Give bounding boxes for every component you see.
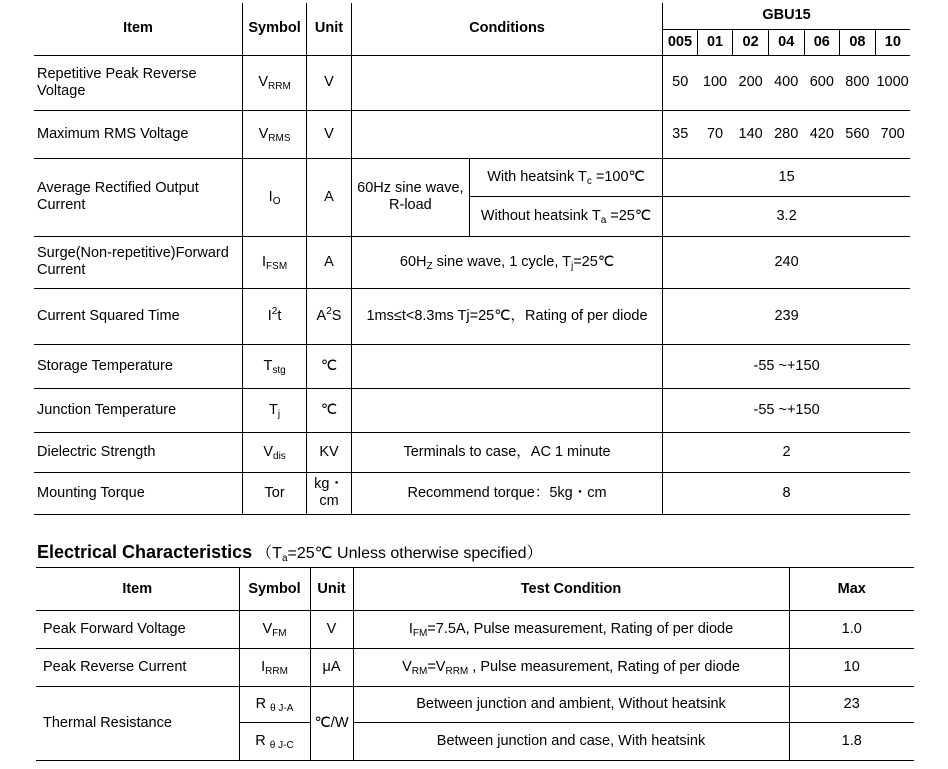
unit-cell: $A^2S$	[307, 288, 352, 344]
value-cell: 600	[804, 55, 840, 110]
condition-cell: $60H_Z$ sine wave, 1 cycle, $T_j=25℃$	[351, 236, 662, 288]
unit-cell: ℃	[307, 388, 352, 432]
value-cell: 800	[840, 55, 876, 110]
grade-header: 02	[733, 29, 769, 55]
row-tstg	[34, 344, 910, 388]
row-vrrm	[34, 55, 910, 110]
symbol-cell: $V_{RRM}$	[243, 55, 307, 110]
symbol-cell: $I_{RRM}$	[239, 649, 310, 687]
symbol-cell: R $_{\theta J-A}$	[239, 687, 310, 723]
condition-cell: Between junction and ambient, Without heatsink	[353, 687, 789, 723]
unit-cell: V	[310, 611, 353, 649]
value-cell: 15	[663, 158, 910, 196]
condition-cell: Between junction and case, With heatsink	[353, 723, 789, 761]
maximum-ratings-table	[34, 3, 910, 515]
unit-cell: kg・ cm	[307, 472, 352, 514]
max-cell: 23	[789, 687, 914, 723]
max-cell: 1.0	[789, 611, 914, 649]
condition-cell: Terminals to case，AC 1 minute	[351, 432, 662, 472]
condition-cell: With heatsink $T_c$ =100℃	[469, 158, 662, 196]
max-cell: 10	[789, 649, 914, 687]
max-cell: 1.8	[789, 723, 914, 761]
header-item: Item	[34, 3, 243, 55]
value-cell: 420	[804, 110, 840, 158]
electrical-characteristics-table	[36, 567, 914, 761]
unit-cell: KV	[307, 432, 352, 472]
row-tj	[34, 388, 910, 432]
value-cell: 8	[663, 472, 910, 514]
condition-cell	[351, 344, 662, 388]
condition-cell: Recommend torque：5kg・cm	[351, 472, 662, 514]
grade-header: 10	[875, 29, 910, 55]
unit-cell: V	[307, 110, 352, 158]
value-cell: 200	[733, 55, 769, 110]
value-cell: -55 ~+150	[663, 388, 910, 432]
item-label: Mounting Torque	[34, 472, 243, 514]
item-label: Peak Reverse Current	[36, 649, 239, 687]
condition-cell	[351, 55, 662, 110]
header-item: Item	[36, 568, 239, 611]
symbol-cell: $V_{FM}$	[239, 611, 310, 649]
header-unit: Unit	[307, 3, 352, 55]
header-test-condition: Test Condition	[353, 568, 789, 611]
unit-cell: ℃	[307, 344, 352, 388]
row-ifsm	[34, 236, 910, 288]
grade-header: 005	[663, 29, 698, 55]
symbol-cell: $V_{RMS}$	[243, 110, 307, 158]
row-vrms	[34, 110, 910, 158]
value-cell: 50	[663, 55, 698, 110]
item-label: Average Rectified Output Current	[34, 158, 243, 236]
row-thermal-ja	[36, 687, 914, 723]
grade-header: 01	[697, 29, 733, 55]
header-unit: Unit	[310, 568, 353, 611]
value-cell: 35	[663, 110, 698, 158]
value-cell: 239	[663, 288, 910, 344]
grade-header: 06	[804, 29, 840, 55]
row-io	[34, 158, 910, 196]
header-max: Max	[789, 568, 914, 611]
row-i2t	[34, 288, 910, 344]
unit-cell: A	[307, 236, 352, 288]
value-cell: 140	[733, 110, 769, 158]
value-cell: 70	[697, 110, 733, 158]
grade-header: 04	[768, 29, 804, 55]
symbol-cell: $T_j$	[243, 388, 307, 432]
item-label: Thermal Resistance	[36, 687, 239, 761]
condition-cell: $I_{FM}=7.5A$, Pulse measurement, Rating of per diode	[353, 611, 789, 649]
item-label: Current Squared Time	[34, 288, 243, 344]
grade-header: 08	[840, 29, 876, 55]
symbol-cell: $T_{stg}$	[243, 344, 307, 388]
row-irrm	[36, 649, 914, 687]
section-title: Electrical Characteristics	[37, 542, 253, 562]
item-label: Junction Temperature	[34, 388, 243, 432]
symbol-cell: $I_{FSM}$	[243, 236, 307, 288]
value-cell: 400	[768, 55, 804, 110]
header-symbol: Symbol	[243, 3, 307, 55]
symbol-cell: Tor	[243, 472, 307, 514]
value-cell: 280	[768, 110, 804, 158]
item-label: Surge(Non-repetitive)Forward Current	[34, 236, 243, 288]
item-label: Dielectric Strength	[34, 432, 243, 472]
unit-cell: μA	[310, 649, 353, 687]
value-cell: 700	[875, 110, 910, 158]
symbol-cell: $V_{dis}$	[243, 432, 307, 472]
unit-cell: V	[307, 55, 352, 110]
item-label: Peak Forward Voltage	[36, 611, 239, 649]
row-vfm	[36, 611, 914, 649]
unit-cell: ℃/W	[310, 687, 353, 761]
symbol-cell: R $_{\theta J-C}$	[239, 723, 310, 761]
symbol-cell: $I^2t$	[243, 288, 307, 344]
unit-cell: A	[307, 158, 352, 236]
condition-cell	[351, 388, 662, 432]
condition-cell: Without heatsink $T_a$ =25℃	[469, 196, 662, 236]
row-vdis	[34, 432, 910, 472]
section-note: （$T_a=25℃$ Unless otherwise specified）	[256, 545, 543, 564]
value-cell: 2	[663, 432, 910, 472]
item-label: Repetitive Peak Reverse Voltage	[34, 55, 243, 110]
value-cell: 560	[840, 110, 876, 158]
value-cell: 1000	[875, 55, 910, 110]
value-cell: -55 ~+150	[663, 344, 910, 388]
header-conditions: Conditions	[351, 3, 662, 55]
condition-cell: 1ms≤t<8.3ms Tj=25℃，Rating of per diode	[351, 288, 662, 344]
value-cell: 100	[697, 55, 733, 110]
condition-cell	[351, 110, 662, 158]
condition-cell: 60Hz sine wave, R-load	[351, 158, 469, 236]
electrical-heading	[37, 540, 542, 563]
value-cell: 240	[663, 236, 910, 288]
row-tor	[34, 472, 910, 514]
header-symbol: Symbol	[239, 568, 310, 611]
header-series: GBU15	[663, 3, 910, 29]
symbol-cell: $I_O$	[243, 158, 307, 236]
condition-cell: $V_{RM}=V_{RRM}$ , Pulse measurement, Rating of per diode	[353, 649, 789, 687]
item-label: Storage Temperature	[34, 344, 243, 388]
value-cell: 3.2	[663, 196, 910, 236]
item-label: Maximum RMS Voltage	[34, 110, 243, 158]
